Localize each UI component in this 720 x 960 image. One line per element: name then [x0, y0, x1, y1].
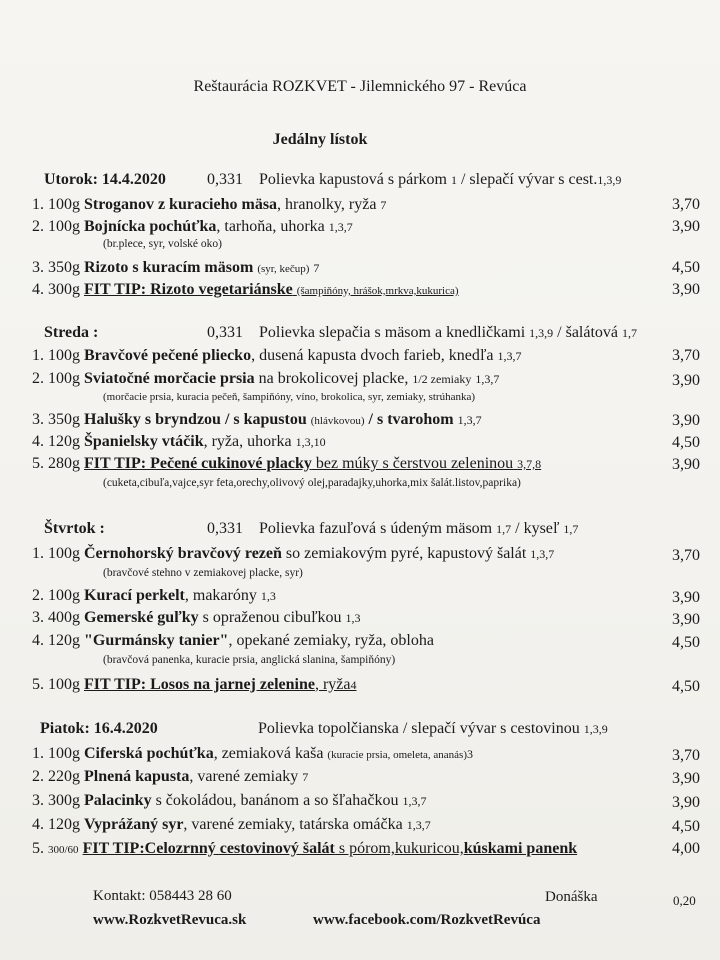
- menu-item: 3. 350g Halušky s bryndzou / s kapustou (hlávkovou) / s tvarohom 1,3,7: [32, 411, 482, 428]
- item-price: 3,90: [672, 794, 700, 811]
- item-price: 4,50: [672, 634, 700, 651]
- menu-item-fit: 5. 300/60 FIT TIP:Celozrnný cestovinový šalát s pórom,kukuricou,kúskami panenk: [32, 840, 578, 857]
- menu-item-fit: 5. 280g FIT TIP: Pečené cukinové placky bez múky s čerstvou zeleninou 3,7,8: [32, 455, 542, 472]
- menu-item-fit: 5. 100g FIT TIP: Losos na jarnej zelenine, ryža4: [32, 676, 357, 693]
- restaurant-header: Reštaurácia ROZKVET - Jilemnického 97 - Revúca: [193, 78, 527, 95]
- item-description: (morčacie prsia, kuracia pečeň, šampiňóny, víno, brokolica, syr, zemiaky, strúhanka): [103, 391, 475, 403]
- day-heading: Streda :: [44, 324, 99, 341]
- menu-item: 1. 100g Stroganov z kuracieho mäsa, hranolky, ryža 7: [32, 196, 387, 213]
- item-description: (bravčová panenka, kuracie prsia, anglická slanina, šampiňóny): [103, 654, 396, 666]
- day-heading: Štvrtok :: [44, 520, 105, 537]
- item-price: 3,90: [672, 770, 700, 787]
- item-description: (cuketa,cibuľa,vajce,syr feta,orechy,olivový olej,paradajky,uhorka,mix šalát.listov,paprika): [103, 477, 521, 489]
- soup-line: 0,331 Polievka slepačia s mäsom a knedličkami 1,3,9 / šalátová 1,7: [207, 324, 638, 341]
- delivery-label: Donáška: [545, 889, 598, 905]
- item-description: (br.plece, syr, volské oko): [103, 238, 222, 250]
- day-heading: Piatok: 16.4.2020: [40, 720, 158, 737]
- item-price: 3,90: [672, 611, 700, 628]
- menu-item: 2. 220g Plnená kapusta, varené zemiaky 7: [32, 768, 309, 785]
- menu-item: 3. 400g Gemerské guľky s opraženou cibuľkou 1,3: [32, 609, 361, 626]
- item-price: 3,90: [672, 456, 700, 473]
- item-price: 3,70: [672, 547, 700, 564]
- item-price: 3,90: [672, 412, 700, 429]
- item-price: 4,50: [672, 259, 700, 276]
- item-price: 3,90: [672, 281, 700, 298]
- item-price: 3,90: [672, 372, 700, 389]
- delivery-price: 0,20: [673, 893, 696, 908]
- website-link[interactable]: www.RozkvetRevuca.sk: [93, 912, 247, 928]
- item-price: 3,90: [672, 589, 700, 606]
- menu-item: 3. 350g Rizoto s kuracím mäsom (syr, kečup) 7: [32, 259, 320, 276]
- menu-title: Jedálny lístok: [272, 131, 368, 148]
- menu-item: 4. 120g Španielsky vtáčik, ryža, uhorka 1,3,10: [32, 433, 326, 450]
- menu-item: 4. 120g Vyprážaný syr, varené zemiaky, tatárska omáčka 1,3,7: [32, 816, 431, 833]
- menu-item: 1. 100g Ciferská pochúťka, zemiaková kaša (kuracie prsia, omeleta, ananás)3: [32, 745, 473, 762]
- soup-line: 0,331 Polievka kapustová s párkom 1 / slepačí vývar s cest.1,3,9: [207, 171, 622, 188]
- menu-item: 2. 100g Sviatočné morčacie prsia na brokolicovej placke, 1/2 zemiaky 1,3,7: [32, 370, 500, 387]
- item-price: 4,50: [672, 678, 700, 695]
- menu-item: 1. 100g Bravčové pečené pliecko, dusená kapusta dvoch farieb, knedľa 1,3,7: [32, 347, 522, 364]
- menu-item: 1. 100g Černohorský bravčový rezeň so zemiakovým pyré, kapustový šalát 1,3,7: [32, 545, 555, 562]
- soup-line: Polievka topolčianska / slepačí vývar s cestovinou 1,3,9: [258, 720, 608, 737]
- item-price: 3,70: [672, 747, 700, 764]
- soup-line: 0,331 Polievka fazuľová s údeným mäsom 1,7 / kyseľ 1,7: [207, 520, 579, 537]
- item-description: (bravčové stehno v zemiakovej placke, syr): [103, 567, 303, 579]
- day-heading: Utorok: 14.4.2020: [44, 171, 166, 188]
- menu-item: 3. 300g Palacinky s čokoládou, banánom a so šľahačkou 1,3,7: [32, 792, 427, 809]
- item-price: 4,50: [672, 434, 700, 451]
- contact-phone: Kontakt: 058443 28 60: [93, 888, 232, 904]
- menu-item: 2. 100g Bojnícka pochúťka, tarhoňa, uhorka 1,3,7: [32, 218, 353, 235]
- menu-item-fit: 4. 300g FIT TIP: Rizoto vegetariánske (šampiňóny, hrášok,mrkva,kukurica): [32, 281, 459, 298]
- menu-item: 4. 120g "Gurmánsky tanier", opekané zemiaky, ryža, obloha: [32, 632, 434, 649]
- item-price: 3,70: [672, 196, 700, 213]
- menu-item: 2. 100g Kurací perkelt, makaróny 1,3: [32, 587, 276, 604]
- item-price: 4,00: [672, 840, 700, 857]
- item-price: 3,70: [672, 347, 700, 364]
- facebook-link[interactable]: www.facebook.com/RozkvetRevúca: [313, 912, 541, 928]
- item-price: 3,90: [672, 218, 700, 235]
- item-price: 4,50: [672, 818, 700, 835]
